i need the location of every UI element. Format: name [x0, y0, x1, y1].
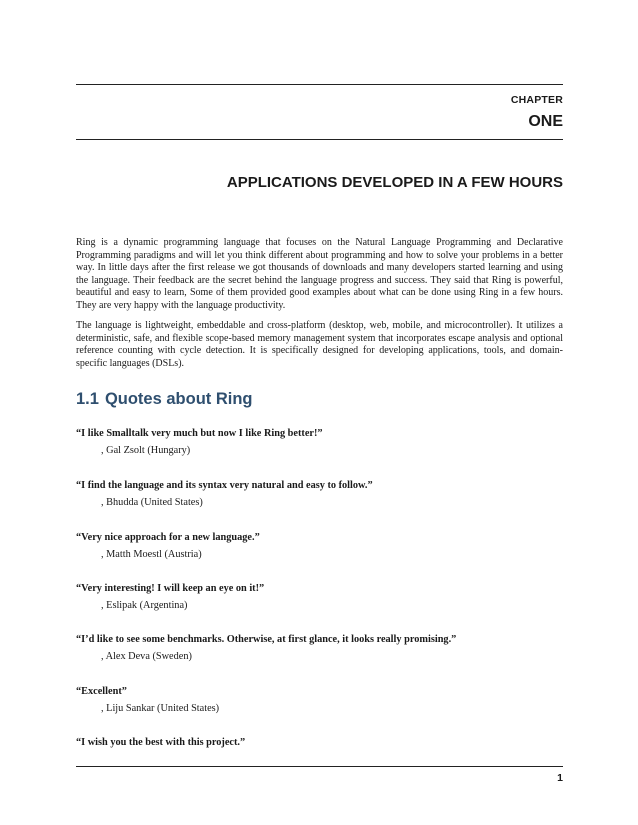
quote-text: “Very interesting! I will keep an eye on it!” [76, 583, 265, 594]
quote-item [76, 582, 563, 612]
quote-text: “Very nice approach for a new language.” [76, 532, 260, 543]
quote-item [76, 736, 563, 749]
intro-paragraph: Ring is a dynamic programming language that focuses on the Natural Language Programming and Declarative Programming paradigms and will let you think different about programming and how to solve your problems in a better way. In little days after the first release we got thousands of downloads and many developers started learning and using the language. Their feedback are the secret behind the language progress and success. They said that Ring is powerful, beautiful and easy to learn, Some of them provided good examples about what can be done using Ring in a few hours. They are very happy with the language productivity. [76, 237, 563, 311]
quote-text: “I’d like to see some benchmarks. Otherwise, at first glance, it looks really promising.” [76, 634, 457, 645]
quote-text: “I like Smalltalk very much but now I like Ring better!” [76, 428, 323, 439]
quote-item [76, 479, 563, 509]
quote-text: “I find the language and its syntax very natural and easy to follow.” [76, 480, 373, 491]
quote-author: , Alex Deva (Sweden) [101, 651, 192, 662]
intro-paragraph: The language is lightweight, embeddable and cross-platform (desktop, web, mobile, and microcontroller). It utilizes a deterministic, safe, and flexible scope-based memory management system that incorporates escape analysis and optional reference counting with cycle detection. It is specifically designed for developing applications, tools, and domain-specific languages (DSLs). [76, 320, 563, 369]
quote-item [76, 427, 563, 457]
quote-item [76, 531, 563, 561]
chapter-title: APPLICATIONS DEVELOPED IN A FEW HOURS [226, 174, 563, 191]
quote-author: , Eslipak (Argentina) [101, 600, 188, 611]
quote-author: , Liju Sankar (United States) [101, 703, 220, 714]
section-title: Quotes about Ring [104, 390, 253, 408]
quote-author: , Bhudda (United States) [101, 497, 203, 508]
page-number: 1 [557, 772, 563, 784]
chapter-label: CHAPTER [510, 94, 563, 106]
quote-author: , Matth Moestl (Austria) [101, 549, 202, 560]
quote-text: “Excellent” [76, 686, 127, 697]
section-heading [76, 390, 253, 409]
chapter-bottom-rule [76, 139, 563, 140]
chapter-number: ONE [528, 113, 563, 130]
section-number: 1.1 [76, 390, 99, 408]
quote-text: “I wish you the best with this project.” [76, 737, 246, 748]
quote-author: , Gal Zsolt (Hungary) [101, 445, 191, 456]
chapter-top-rule [76, 84, 563, 85]
quote-item [76, 633, 563, 663]
footer-rule [76, 766, 563, 767]
quote-item [76, 685, 563, 715]
